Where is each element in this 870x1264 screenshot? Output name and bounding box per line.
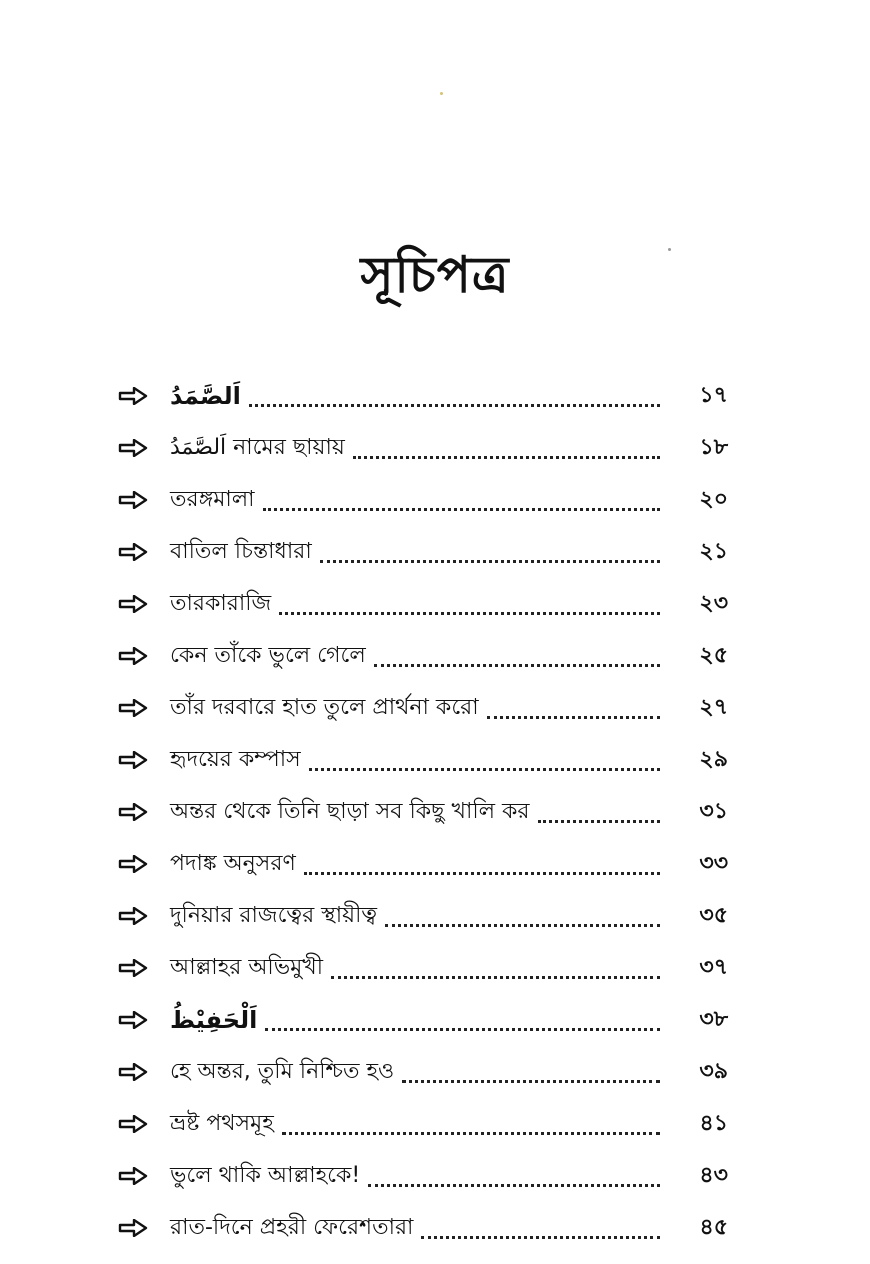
toc-entry[interactable]	[118, 1046, 728, 1098]
toc-entry-title: তারকারাজি	[170, 590, 272, 616]
toc-entry-title: তাঁর দরবারে হাত তুলে প্রার্থনা করো	[170, 694, 479, 720]
toc-entry[interactable]	[118, 734, 728, 786]
toc-page-number: ২৩	[699, 590, 728, 616]
toc-entry-title: اَلصَّمَدُ নামের ছায়ায়	[170, 434, 345, 460]
toc-entry[interactable]	[118, 1202, 728, 1254]
right-arrow-outline-icon	[118, 1167, 156, 1185]
right-arrow-outline-icon	[118, 1115, 156, 1133]
toc-page-number: ৩৭	[699, 954, 728, 980]
right-arrow-outline-icon	[118, 1063, 156, 1081]
dot-leader	[309, 746, 660, 771]
toc-entry-title: অন্তর থেকে তিনি ছাড়া সব কিছু খালি কর	[170, 798, 530, 824]
toc-page-number: ৩৫	[699, 902, 728, 928]
right-arrow-outline-icon	[118, 855, 156, 873]
dot-leader	[538, 798, 661, 823]
dot-leader	[265, 1006, 660, 1031]
toc-page-number: ২৫	[699, 642, 728, 668]
right-arrow-outline-icon	[118, 803, 156, 821]
dot-leader	[331, 954, 660, 979]
right-arrow-outline-icon	[118, 907, 156, 925]
toc-entry-title: দুনিয়ার রাজত্বের স্থায়ীত্ব	[170, 902, 378, 928]
right-arrow-outline-icon	[118, 439, 156, 457]
toc-entry[interactable]	[118, 474, 728, 526]
toc-entry-title: কেন তাঁকে ভুলে গেলে	[170, 642, 366, 668]
toc-entry[interactable]	[118, 838, 728, 890]
toc-entry-title: اَلْحَفِيْظُ	[170, 1006, 258, 1034]
toc-page-number: ৩১	[699, 798, 728, 824]
dot-leader	[282, 1110, 660, 1135]
table-of-contents	[118, 370, 728, 1254]
dot-leader	[421, 1214, 660, 1239]
toc-entry[interactable]	[118, 890, 728, 942]
toc-page-number: ২৭	[699, 694, 728, 720]
dot-leader	[304, 850, 660, 875]
toc-entry-title: اَلصَّمَدُ	[170, 382, 241, 410]
dot-leader	[353, 434, 660, 459]
toc-page-number: ৩৯	[699, 1058, 728, 1084]
toc-entry-title: হে অন্তর, তুমি নিশ্চিত হও	[170, 1058, 395, 1084]
toc-entry-title: রাত-দিনে প্রহরী ফেরেশতারা	[170, 1214, 414, 1240]
toc-entry[interactable]	[118, 370, 728, 422]
toc-page-number: ২১	[699, 538, 728, 564]
right-arrow-outline-icon	[118, 647, 156, 665]
right-arrow-outline-icon	[118, 491, 156, 509]
toc-page-number: ১৭	[699, 382, 728, 408]
page-title: সূচিপত্র	[360, 246, 510, 304]
dot-leader	[263, 486, 660, 511]
toc-entry[interactable]	[118, 1150, 728, 1202]
toc-entry-title: বাতিল চিন্তাধারা	[170, 538, 312, 564]
toc-entry[interactable]	[118, 786, 728, 838]
right-arrow-outline-icon	[118, 959, 156, 977]
toc-entry-title: ভুলে থাকি আল্লাহকে!	[170, 1162, 361, 1188]
right-arrow-outline-icon	[118, 595, 156, 613]
toc-entry[interactable]	[118, 942, 728, 994]
toc-page-number: ৪১	[699, 1110, 728, 1136]
right-arrow-outline-icon	[118, 543, 156, 561]
toc-entry[interactable]	[118, 526, 728, 578]
dot-leader	[279, 590, 660, 615]
toc-page-number: ২০	[699, 486, 728, 512]
dot-leader	[385, 902, 660, 927]
toc-page-number: ৪৫	[699, 1214, 728, 1240]
toc-entry-title: পদাঙ্ক অনুসরণ	[170, 850, 296, 876]
toc-page-number: ১৮	[699, 434, 728, 460]
toc-entry[interactable]	[118, 422, 728, 474]
dot-leader	[374, 642, 660, 667]
right-arrow-outline-icon	[118, 1219, 156, 1237]
toc-page-number: ৪৩	[699, 1162, 728, 1188]
toc-entry[interactable]	[118, 578, 728, 630]
toc-entry-title: তরঙ্গমালা	[170, 486, 255, 512]
toc-page-number: ২৯	[699, 746, 728, 772]
toc-page-number: ৩৮	[699, 1006, 728, 1032]
right-arrow-outline-icon	[118, 751, 156, 769]
toc-entry-title: হৃদয়ের কম্পাস	[170, 746, 301, 772]
dot-leader	[368, 1162, 660, 1187]
toc-entry[interactable]	[118, 630, 728, 682]
toc-entry[interactable]	[118, 682, 728, 734]
right-arrow-outline-icon	[118, 1011, 156, 1029]
toc-entry[interactable]	[118, 994, 728, 1046]
right-arrow-outline-icon	[118, 387, 156, 405]
dot-leader	[249, 382, 660, 407]
toc-entry[interactable]	[118, 1098, 728, 1150]
right-arrow-outline-icon	[118, 699, 156, 717]
dot-leader	[320, 538, 660, 563]
toc-entry-title: ভ্রষ্ট পথসমূহ	[170, 1110, 274, 1136]
paper-speck	[440, 92, 443, 95]
dot-leader	[402, 1058, 660, 1083]
toc-page-number: ৩৩	[699, 850, 728, 876]
dot-leader	[487, 694, 660, 719]
toc-entry-title: আল্লাহর অভিমুখী	[170, 954, 324, 980]
